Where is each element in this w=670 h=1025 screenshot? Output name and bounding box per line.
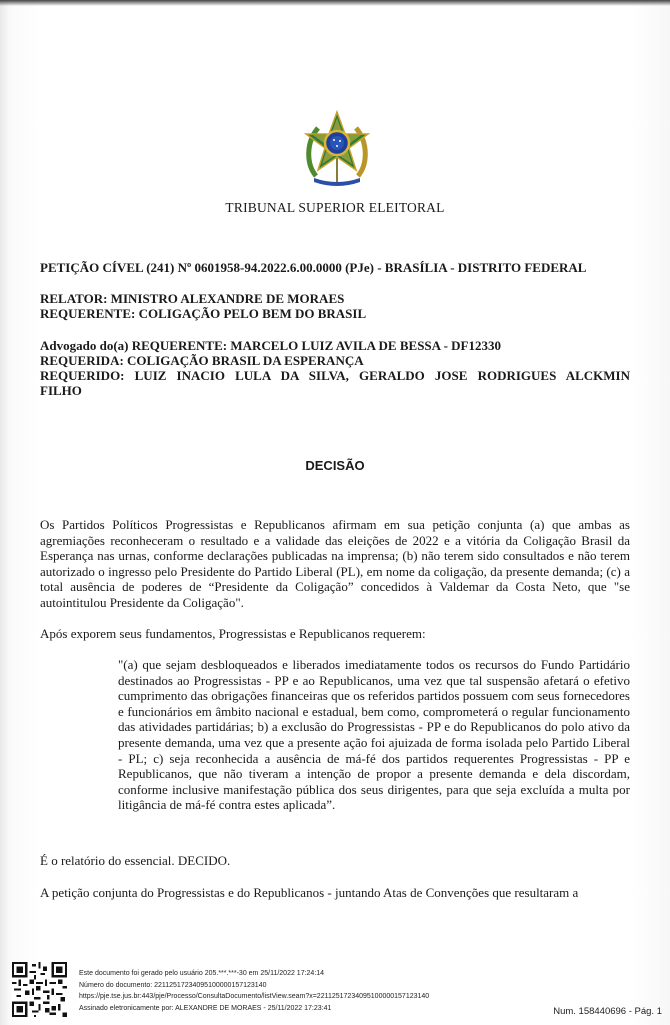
parties-block-1 [40, 291, 630, 321]
document-url-link[interactable]: https://pje.tse.jus.br:443/pje/Processo/ConsultaDocumento/listView.seam?x=22112517234095100000157123140 [79, 993, 430, 1000]
scan-shadow [0, 0, 670, 6]
requerida-line: REQUERIDA: COLIGAÇÃO BRASIL DA ESPERANÇA [40, 353, 364, 368]
signed-by-line: Assinado eletronicamente por: ALEXANDRE DE MORAES - 25/11/2022 17:23:41 [79, 1004, 332, 1012]
qr-code-icon [12, 962, 67, 1017]
signature-footer [12, 962, 662, 1022]
brazil-coat-of-arms-icon [302, 106, 372, 190]
parties-block-2 [40, 338, 630, 398]
paragraph-3: É o relatório do essencial. DECIDO. [40, 853, 231, 868]
document-number-line: Número do documento: 22112517234095100000157123140 [79, 981, 267, 989]
quoted-request: "(a) que sejam desbloqueados e liberados imediatamente todos os recursos do Fundo Partidário destinados ao Progressistas - PP e ao Republicanos, uma vez que tal suspensão afetará o efetivo cumprimento das obrigações financeiras que os referidos partidos possuem com seus fornecedores e funcionários em âmbito nacional e estadual, bem como, comprometerá o regular funcionamento das atividades partidárias; b) a exclusão do Progressistas - PP e do Republicanos do polo ativo da presente demanda, uma vez que a presente ação foi ajuizada de forma isolada pelo Partido Liberal - PL; c) seja reconhecida a ausência de má-fé dos partidos requerentes Progressistas - PP e Republicanos, que não tiveram a intenção de propor a presente demanda e dela discordam, conforme inclusive manifestação pública dos seus dirigentes, para que seja excluída a multa por litigância de má-fé contra estes aplicada”. [118, 657, 630, 813]
signature-details [79, 968, 549, 1014]
case-number: PETIÇÃO CÍVEL (241) Nº 0601958-94.2022.6.00.0000 (PJe) - BRASÍLIA - DISTRITO FEDERAL [40, 260, 587, 275]
requerido-line: REQUERIDO: LUIZ INACIO LULA DA SILVA, GERALDO JOSE RODRIGUES ALCKMIN [40, 368, 630, 383]
paragraph-4: A petição conjunta do Progressistas e do Republicanos - juntando Atas de Convenções que resultaram a [40, 885, 579, 900]
page-number: Num. 158440696 - Pág. 1 [553, 1006, 662, 1017]
relator-line: RELATOR: MINISTRO ALEXANDRE DE MORAES [40, 291, 345, 306]
advogado-line: Advogado do(a) REQUERENTE: MARCELO LUIZ AVILA DE BESSA - DF12330 [40, 338, 501, 353]
court-name: TRIBUNAL SUPERIOR ELEITORAL [225, 200, 445, 215]
paragraph-2: Após exporem seus fundamentos, Progressistas e Republicanos requerem: [40, 626, 426, 641]
case-line [40, 260, 630, 275]
requerido-line-continued: FILHO [40, 383, 82, 398]
requerente-line: REQUERENTE: COLIGAÇÃO PELO BEM DO BRASIL [40, 306, 367, 321]
generated-by-line: Este documento foi gerado pelo usuário 205.***.***-30 em 25/11/2022 17:24:14 [79, 970, 325, 977]
document-title: DECISÃO [305, 458, 365, 473]
paragraph-1: Os Partidos Políticos Progressistas e Republicanos afirmam em sua petição conjunta (a) que ambas as agremiações reconheceram o resultado e a validade das eleições de 2022 e a vitória da Coligação Brasil da Esperança nas urnas, conforme declarações publicadas na imprensa; (b) não terem sido consultados e não terem autorizado o ingresso pelo Presidente do Partido Liberal (PL), em nome da coligação, da presente demanda; (c) a total ausência de poderes de “Presidente da Coligação” concedidos à Valdemar da Costa Neto, que "se autointitulou Presidente da Coligação". [40, 517, 630, 610]
